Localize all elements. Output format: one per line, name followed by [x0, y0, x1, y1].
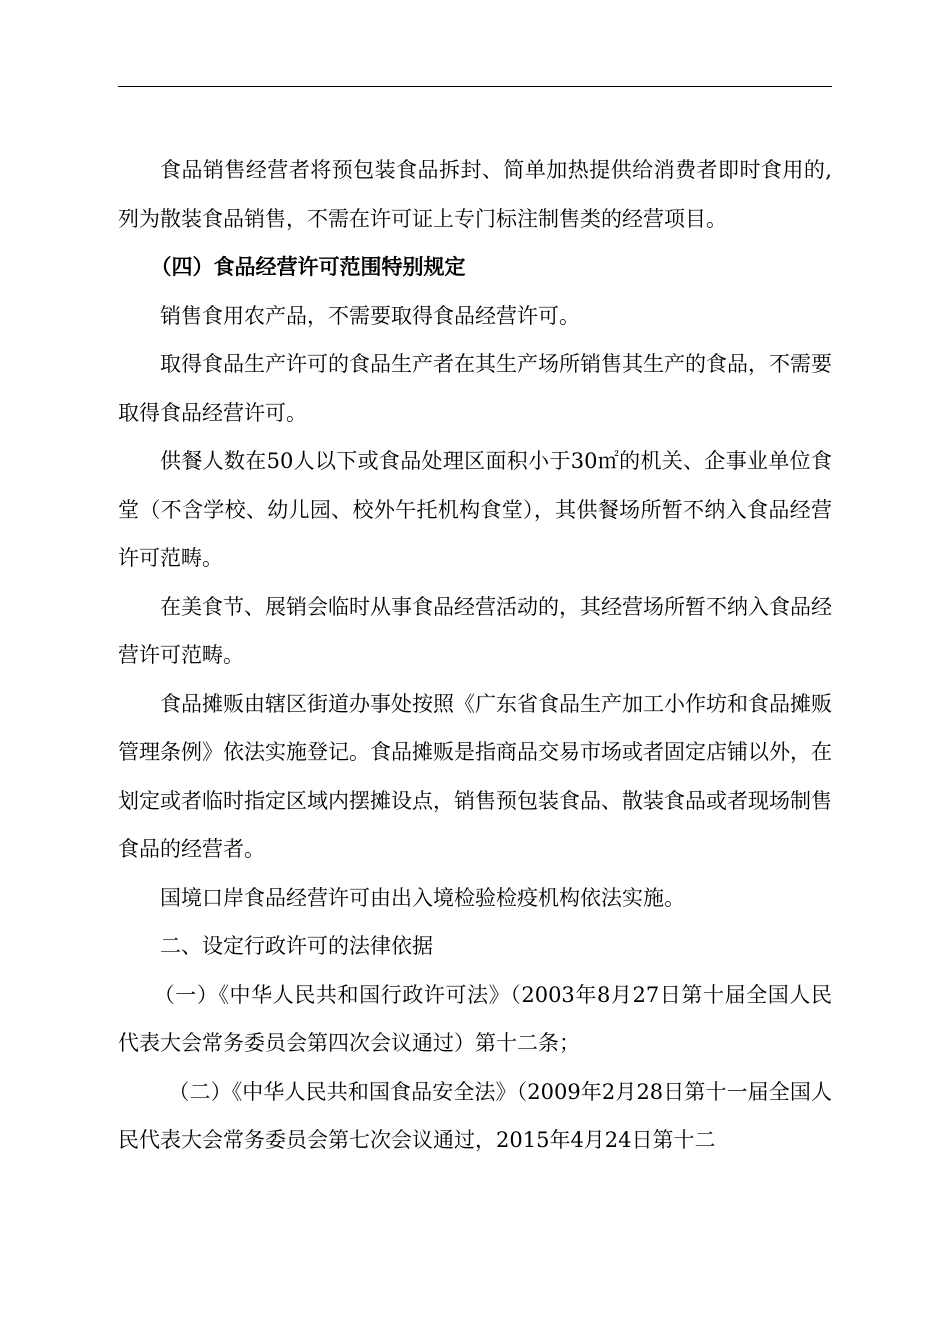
header-rule: [118, 86, 832, 87]
paragraph-food-producers: 取得食品生产许可的食品生产者在其生产场所销售其生产的食品，不需要取得食品经营许可。: [118, 352, 832, 425]
paragraph-citation-food-safety-law: （二）《中华人民共和国食品安全法》（2009年2月28日第十一届全国人民代表大会常务委员会第七次会议通过，2015年4月24日第十二: [118, 1079, 832, 1152]
paragraph-bulk-food-sale: 食品销售经营者将预包装食品拆封、简单加热提供给消费者即时食用的,列为散装食品销售，不需在许可证上专门标注制售类的经营项目。: [118, 158, 832, 231]
paragraph-border-ports: 国境口岸食品经营许可由出入境检验检疫机构依法实施。: [160, 885, 685, 910]
document-body: [118, 146, 832, 1165]
section-heading-legal-basis: 二、设定行政许可的法律依据: [160, 934, 433, 958]
paragraph-citation-licensing-law: （一）《中华人民共和国行政许可法》（2003年8月27日第十届全国人民代表大会常务委员会第四次会议通过）第十二条；: [118, 982, 832, 1055]
paragraph-edible-agri-products: 销售食用农产品，不需要取得食品经营许可。: [160, 303, 580, 328]
paragraph-food-vendors: 食品摊贩由辖区街道办事处按照《广东省食品生产加工小作坊和食品摊贩管理条例》依法实施登记。食品摊贩是指商品交易市场或者固定店铺以外，在划定或者临时指定区域内摆摊设点，销售预包装食品、散装食品或者现场制售食品的经营者。: [118, 691, 832, 861]
paragraph-canteens: 供餐人数在50人以下或食品处理区面积小于30㎡的机关、企事业单位食堂（不含学校、幼儿园、校外午托机构食堂），其供餐场所暂不纳入食品经营许可范畴。: [118, 449, 832, 570]
section-heading-special-provisions: （四）食品经营许可范围特别规定: [150, 255, 466, 279]
paragraph-food-festivals: 在美食节、展销会临时从事食品经营活动的，其经营场所暂不纳入食品经营许可范畴。: [118, 594, 832, 667]
